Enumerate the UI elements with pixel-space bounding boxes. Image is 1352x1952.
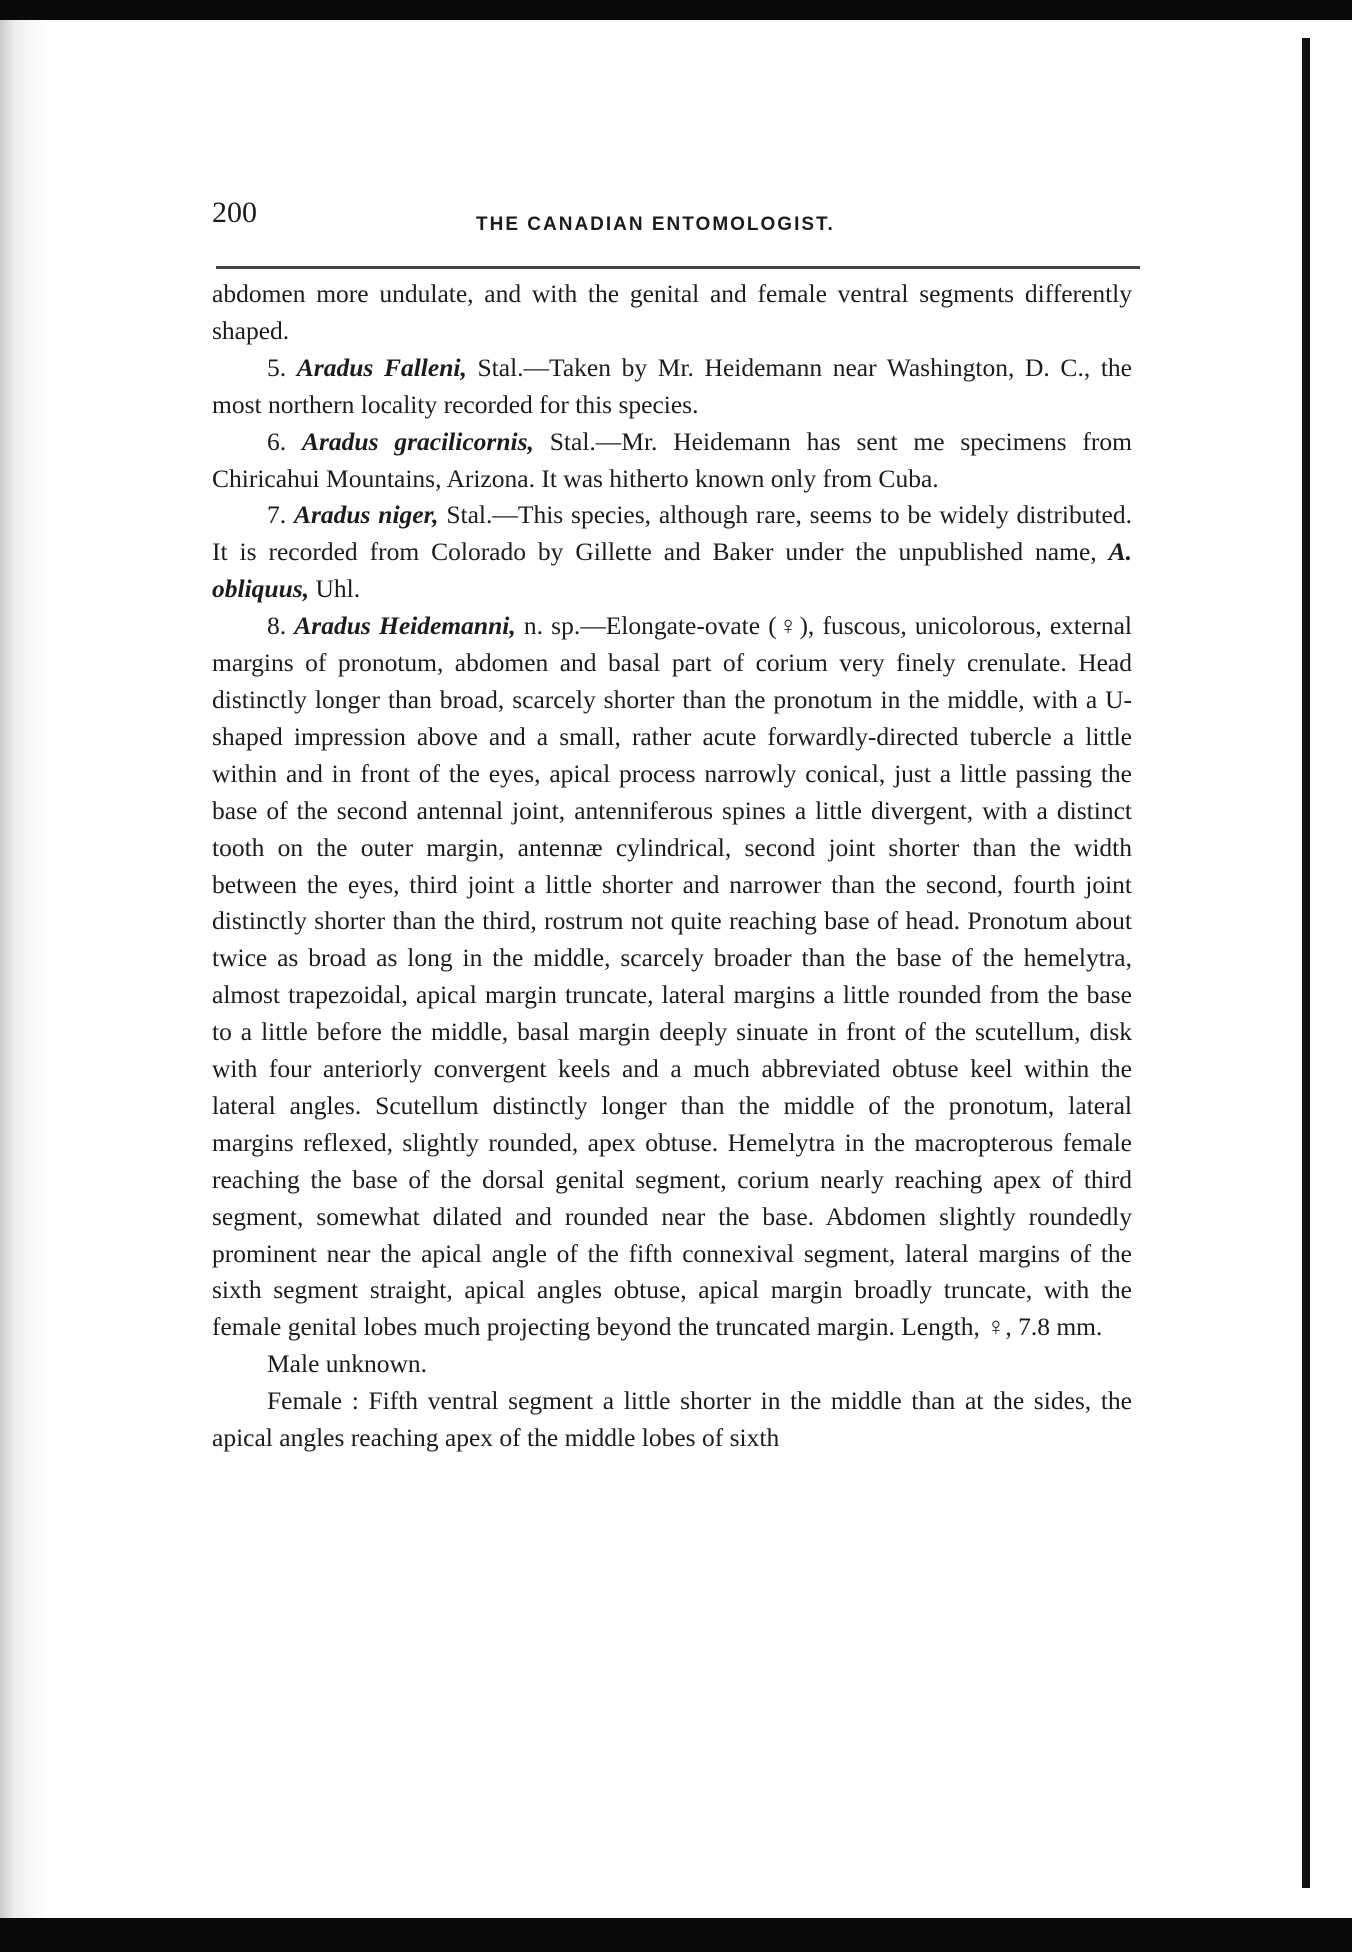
entry-number: 5. <box>267 352 297 382</box>
paragraph-text: Male unknown. <box>267 1349 428 1379</box>
female-description <box>212 1383 1132 1457</box>
species-entry-6 <box>212 424 1132 498</box>
entry-number: 7. <box>267 500 294 530</box>
species-name: Aradus Falleni, <box>296 352 467 382</box>
paragraph-text: Female : Fifth ventral segment a little shorter in the middle than at the sides, the apical angles reaching apex of the middle lobes of sixth <box>212 1386 1132 1453</box>
entry-text: Uhl. <box>309 574 361 604</box>
species-entry-8 <box>212 608 1132 1346</box>
entry-number: 8. <box>267 611 295 641</box>
entry-text: Stal.—This species, although rare, seems to be widely distributed. It is recorded from Colorado by Gillette and Baker under the unpublished name, <box>212 500 1132 567</box>
species-name: Aradus Heidemanni, <box>294 611 516 641</box>
species-description: n. sp.—Elongate-ovate (♀), fuscous, unicolorous, external margins of pronotum, abdomen and basal part of corium very finely crenulate. Head distinctly longer than broad, scarcely shorter than the pronotum in the middle, with a U-shaped impression above and a small, rather acute forwardly-directed tubercle a little within and in front of the eyes, apical process narrowly conical, just a little passing the base of the second antennal joint, antenniferous spines a little divergent, with a distinct tooth on the outer margin, antennæ cylindrical, second joint shorter than the width between the eyes, third joint a little shorter and narrower than the second, fourth joint distinctly shorter than the third, rostrum not quite reaching base of head. Pronotum about twice as broad as long in the middle, scarcely broader than the base of the hemelytra, almost trapezoidal, apical margin truncate, lateral margins a little rounded from the base to a little before the middle, basal margin deeply sinuate in front of the scutellum, disk with four anteriorly convergent keels and a much abbreviated obtuse keel within the lateral angles. Scutellum distinctly longer than the middle of the pronotum, lateral margins reflexed, slightly rounded, apex obtuse. Hemelytra in the macropterous female reaching the base of the dorsal genital segment, corium nearly reaching apex of third segment, somewhat dilated and rounded near the base. Abdomen slightly roundedly prominent near the apical angle of the fifth connexival segment, lateral margins of the sixth segment straight, apical angles obtuse, apical margin broadly truncate, with the female genital lobes much projecting beyond the truncated margin. Length, ♀, 7.8 mm. <box>212 611 1132 1342</box>
species-entry-7 <box>212 497 1132 608</box>
species-name: Aradus gracilicornis, <box>301 426 534 456</box>
paragraph-continuation <box>212 276 1132 350</box>
synonym-name: A. obliquus, <box>212 537 1132 604</box>
entry-text: Stal.—Mr. Heidemann has sent me specimens from Chiricahui Mountains, Arizona. It was hitherto known only from Cuba. <box>212 426 1133 493</box>
entry-text: Stal.—Taken by Mr. Heidemann near Washington, D. C., the most northern locality recorded for this species. <box>212 352 1132 419</box>
entry-number: 6. <box>267 426 302 456</box>
running-title: THE CANADIAN ENTOMOLOGIST. <box>476 214 835 235</box>
page-number: 200 <box>212 196 257 229</box>
species-entry-5 <box>212 350 1132 424</box>
species-name: Aradus niger, <box>293 500 439 530</box>
male-note <box>212 1346 1132 1383</box>
paragraph-text: abdomen more undulate, and with the genital and female ventral segments differently shaped. <box>212 279 1132 345</box>
body-text <box>212 276 1132 1457</box>
header-rule <box>216 266 1140 269</box>
running-header <box>212 196 1142 236</box>
